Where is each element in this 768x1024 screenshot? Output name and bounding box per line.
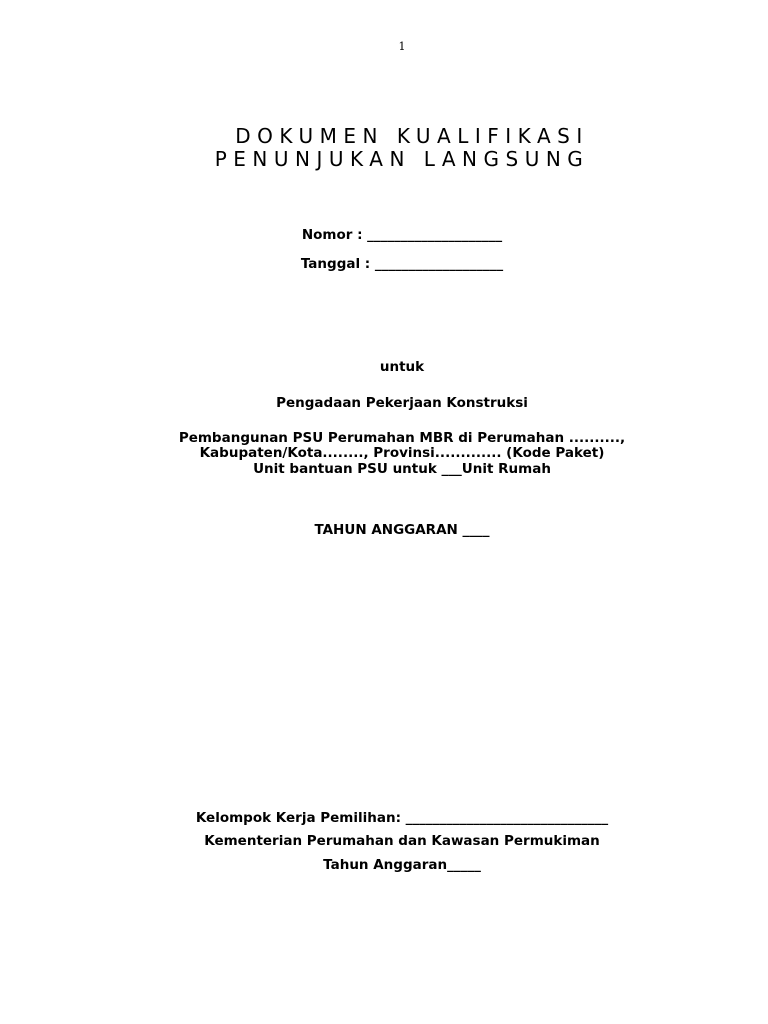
tahun-anggaran-heading: TAHUN ANGGARAN ____: [314, 522, 490, 538]
kementerian-name: Kementerian Perumahan dan Kawasan Permukiman: [204, 833, 600, 849]
page-number: 1: [398, 40, 406, 53]
paket-description-line-3: Unit bantuan PSU untuk ___Unit Rumah: [253, 461, 551, 477]
document-title-line-2: PENUNJUKAN LANGSUNG: [214, 147, 590, 171]
document-title-line-1: DOKUMEN KUALIFIKASI: [235, 124, 589, 148]
tanggal-field: Tanggal : ___________________: [300, 256, 504, 272]
paket-description-line-1: Pembangunan PSU Perumahan MBR di Perumahan ..........,: [178, 430, 626, 446]
paket-description-line-2: Kabupaten/Kota........, Provinsi............. (Kode Paket): [199, 445, 605, 461]
pengadaan-heading: Pengadaan Pekerjaan Konstruksi: [276, 395, 528, 411]
untuk-label: untuk: [379, 359, 425, 375]
nomor-field: Nomor : ____________________: [301, 227, 503, 243]
tahun-anggaran-field: Tahun Anggaran_____: [323, 857, 481, 873]
pokja-field: Kelompok Kerja Pemilihan: ______________________________: [195, 810, 609, 826]
